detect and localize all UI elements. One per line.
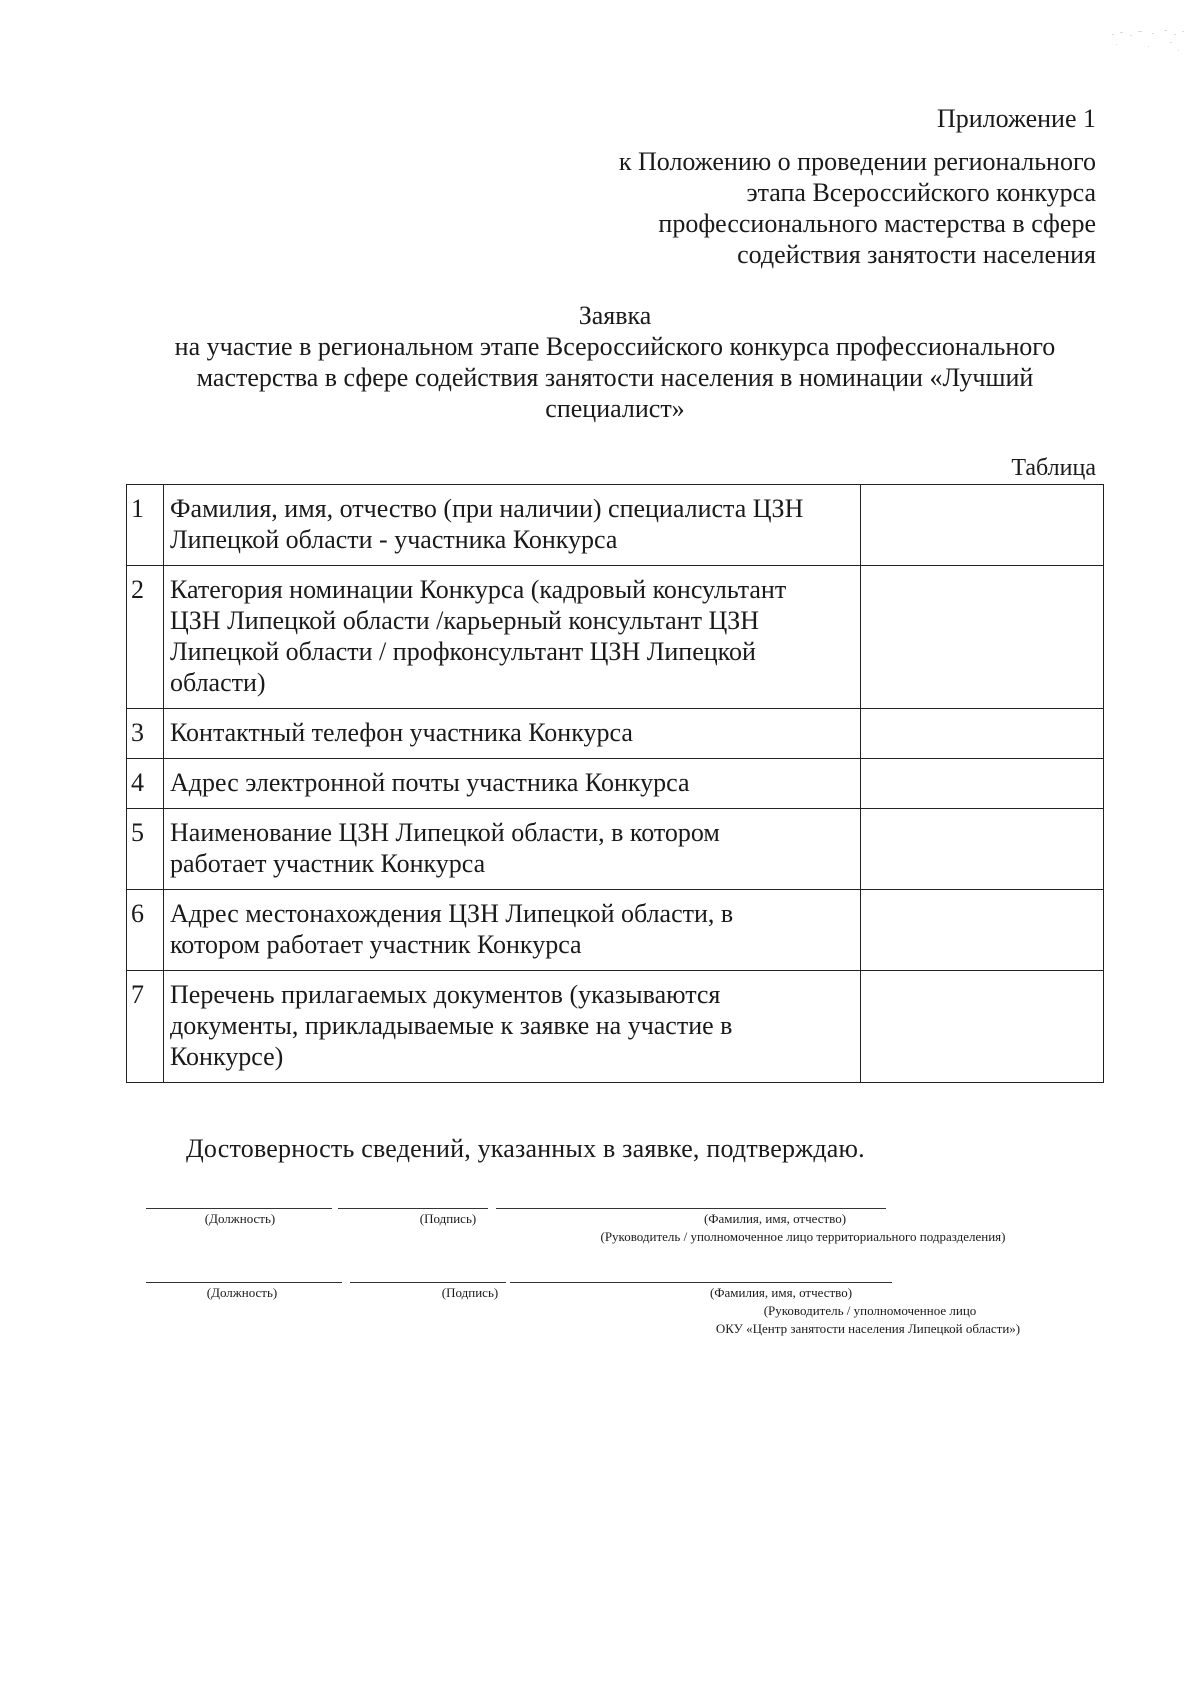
row-label-line: Липецкой области / профконсультант ЦЗН Липецкой — [170, 637, 756, 666]
full-name-caption: (Фамилия, имя, отчество) — [703, 1211, 847, 1226]
row-number: 2 — [127, 566, 164, 709]
full-name-caption: (Фамилия, имя, отчество) — [709, 1285, 853, 1300]
table-row — [127, 709, 1104, 759]
row-number: 4 — [127, 759, 164, 809]
appendix-header — [396, 103, 1096, 270]
title-heading: Заявка — [578, 301, 652, 330]
row-value-cell[interactable] — [861, 809, 1104, 890]
row-value-cell[interactable] — [861, 485, 1104, 566]
row-label-line: Адрес местонахождения ЦЗН Липецкой области, в — [170, 899, 734, 928]
row-number: 7 — [127, 971, 164, 1083]
row-value-cell[interactable] — [861, 566, 1104, 709]
full-name-line[interactable] — [496, 1208, 886, 1209]
row-label — [164, 890, 861, 971]
table-row — [127, 890, 1104, 971]
row-number: 3 — [127, 709, 164, 759]
signer-role-note: (Руководитель / уполномоченное лицо — [763, 1303, 977, 1318]
application-title — [120, 300, 1110, 424]
table-row — [127, 485, 1104, 566]
row-value-cell[interactable] — [861, 890, 1104, 971]
appendix-line: содействия занятости населения — [737, 240, 1096, 269]
confirmation-statement: Достоверность сведений, указанных в заявке, подтверждаю. — [186, 1134, 865, 1163]
row-value-cell[interactable] — [861, 971, 1104, 1083]
signer-role-note: ОКУ «Центр занятости населения Липецкой области») — [715, 1321, 1021, 1336]
row-label — [164, 709, 861, 759]
title-subject-line: специалист» — [545, 394, 685, 423]
signature-line[interactable] — [350, 1282, 506, 1283]
row-label — [164, 566, 861, 709]
row-value-cell[interactable] — [861, 709, 1104, 759]
position-line[interactable] — [146, 1208, 332, 1209]
table-row — [127, 809, 1104, 890]
full-name-line[interactable] — [510, 1282, 892, 1283]
row-number: 1 — [127, 485, 164, 566]
row-label-line: документы, прикладываемые к заявке на участие в — [170, 1011, 733, 1040]
appendix-line: профессионального мастерства в сфере — [658, 209, 1096, 238]
row-label — [164, 485, 861, 566]
table-row — [127, 759, 1104, 809]
position-caption: (Должность) — [206, 1285, 278, 1300]
row-label-line: Фамилия, имя, отчество (при наличии) специалиста ЦЗН — [170, 494, 804, 523]
row-value-cell[interactable] — [861, 759, 1104, 809]
title-subject-line: на участие в региональном этапе Всероссийского конкурса профессионального — [174, 332, 1056, 361]
row-label-line: Контактный телефон участника Конкурса — [170, 718, 633, 747]
row-label-line: котором работает участник Конкурса — [170, 930, 582, 959]
position-line[interactable] — [146, 1282, 342, 1283]
appendix-number: Приложение 1 — [936, 104, 1096, 133]
row-label-line: ЦЗН Липецкой области /карьерный консультант ЦЗН — [170, 606, 760, 635]
appendix-line: этапа Всероссийского конкурса — [746, 178, 1096, 207]
row-number: 6 — [127, 890, 164, 971]
appendix-line: к Положению о проведении регионального — [618, 147, 1096, 176]
row-label-line: Конкурсе) — [170, 1042, 284, 1071]
row-label-line: работает участник Конкурса — [170, 849, 486, 878]
row-label-line: Липецкой области - участника Конкурса — [170, 525, 618, 554]
table-row — [127, 971, 1104, 1083]
row-label-line: области) — [170, 668, 266, 697]
row-label — [164, 971, 861, 1083]
position-caption: (Должность) — [204, 1211, 276, 1226]
signature-caption: (Подпись) — [441, 1285, 499, 1300]
title-subject-line: мастерства в сфере содействия занятости населения в номинации «Лучший — [196, 363, 1034, 392]
row-label — [164, 809, 861, 890]
table-row — [127, 566, 1104, 709]
application-table — [126, 484, 1104, 1083]
table-caption: Таблица — [1011, 455, 1096, 481]
row-number: 5 — [127, 809, 164, 890]
signer-role-note: (Руководитель / уполномоченное лицо территориального подразделения) — [600, 1229, 1006, 1244]
signature-line[interactable] — [338, 1208, 488, 1209]
row-label-line: Наименование ЦЗН Липецкой области, в котором — [170, 818, 720, 847]
signature-caption: (Подпись) — [419, 1211, 477, 1226]
row-label-line: Перечень прилагаемых документов (указываются — [170, 980, 721, 1009]
row-label — [164, 759, 861, 809]
row-label-line: Адрес электронной почты участника Конкурса — [170, 768, 690, 797]
scan-artifact — [1108, 28, 1188, 68]
row-label-line: Категория номинации Конкурса (кадровый консультант — [170, 575, 787, 604]
